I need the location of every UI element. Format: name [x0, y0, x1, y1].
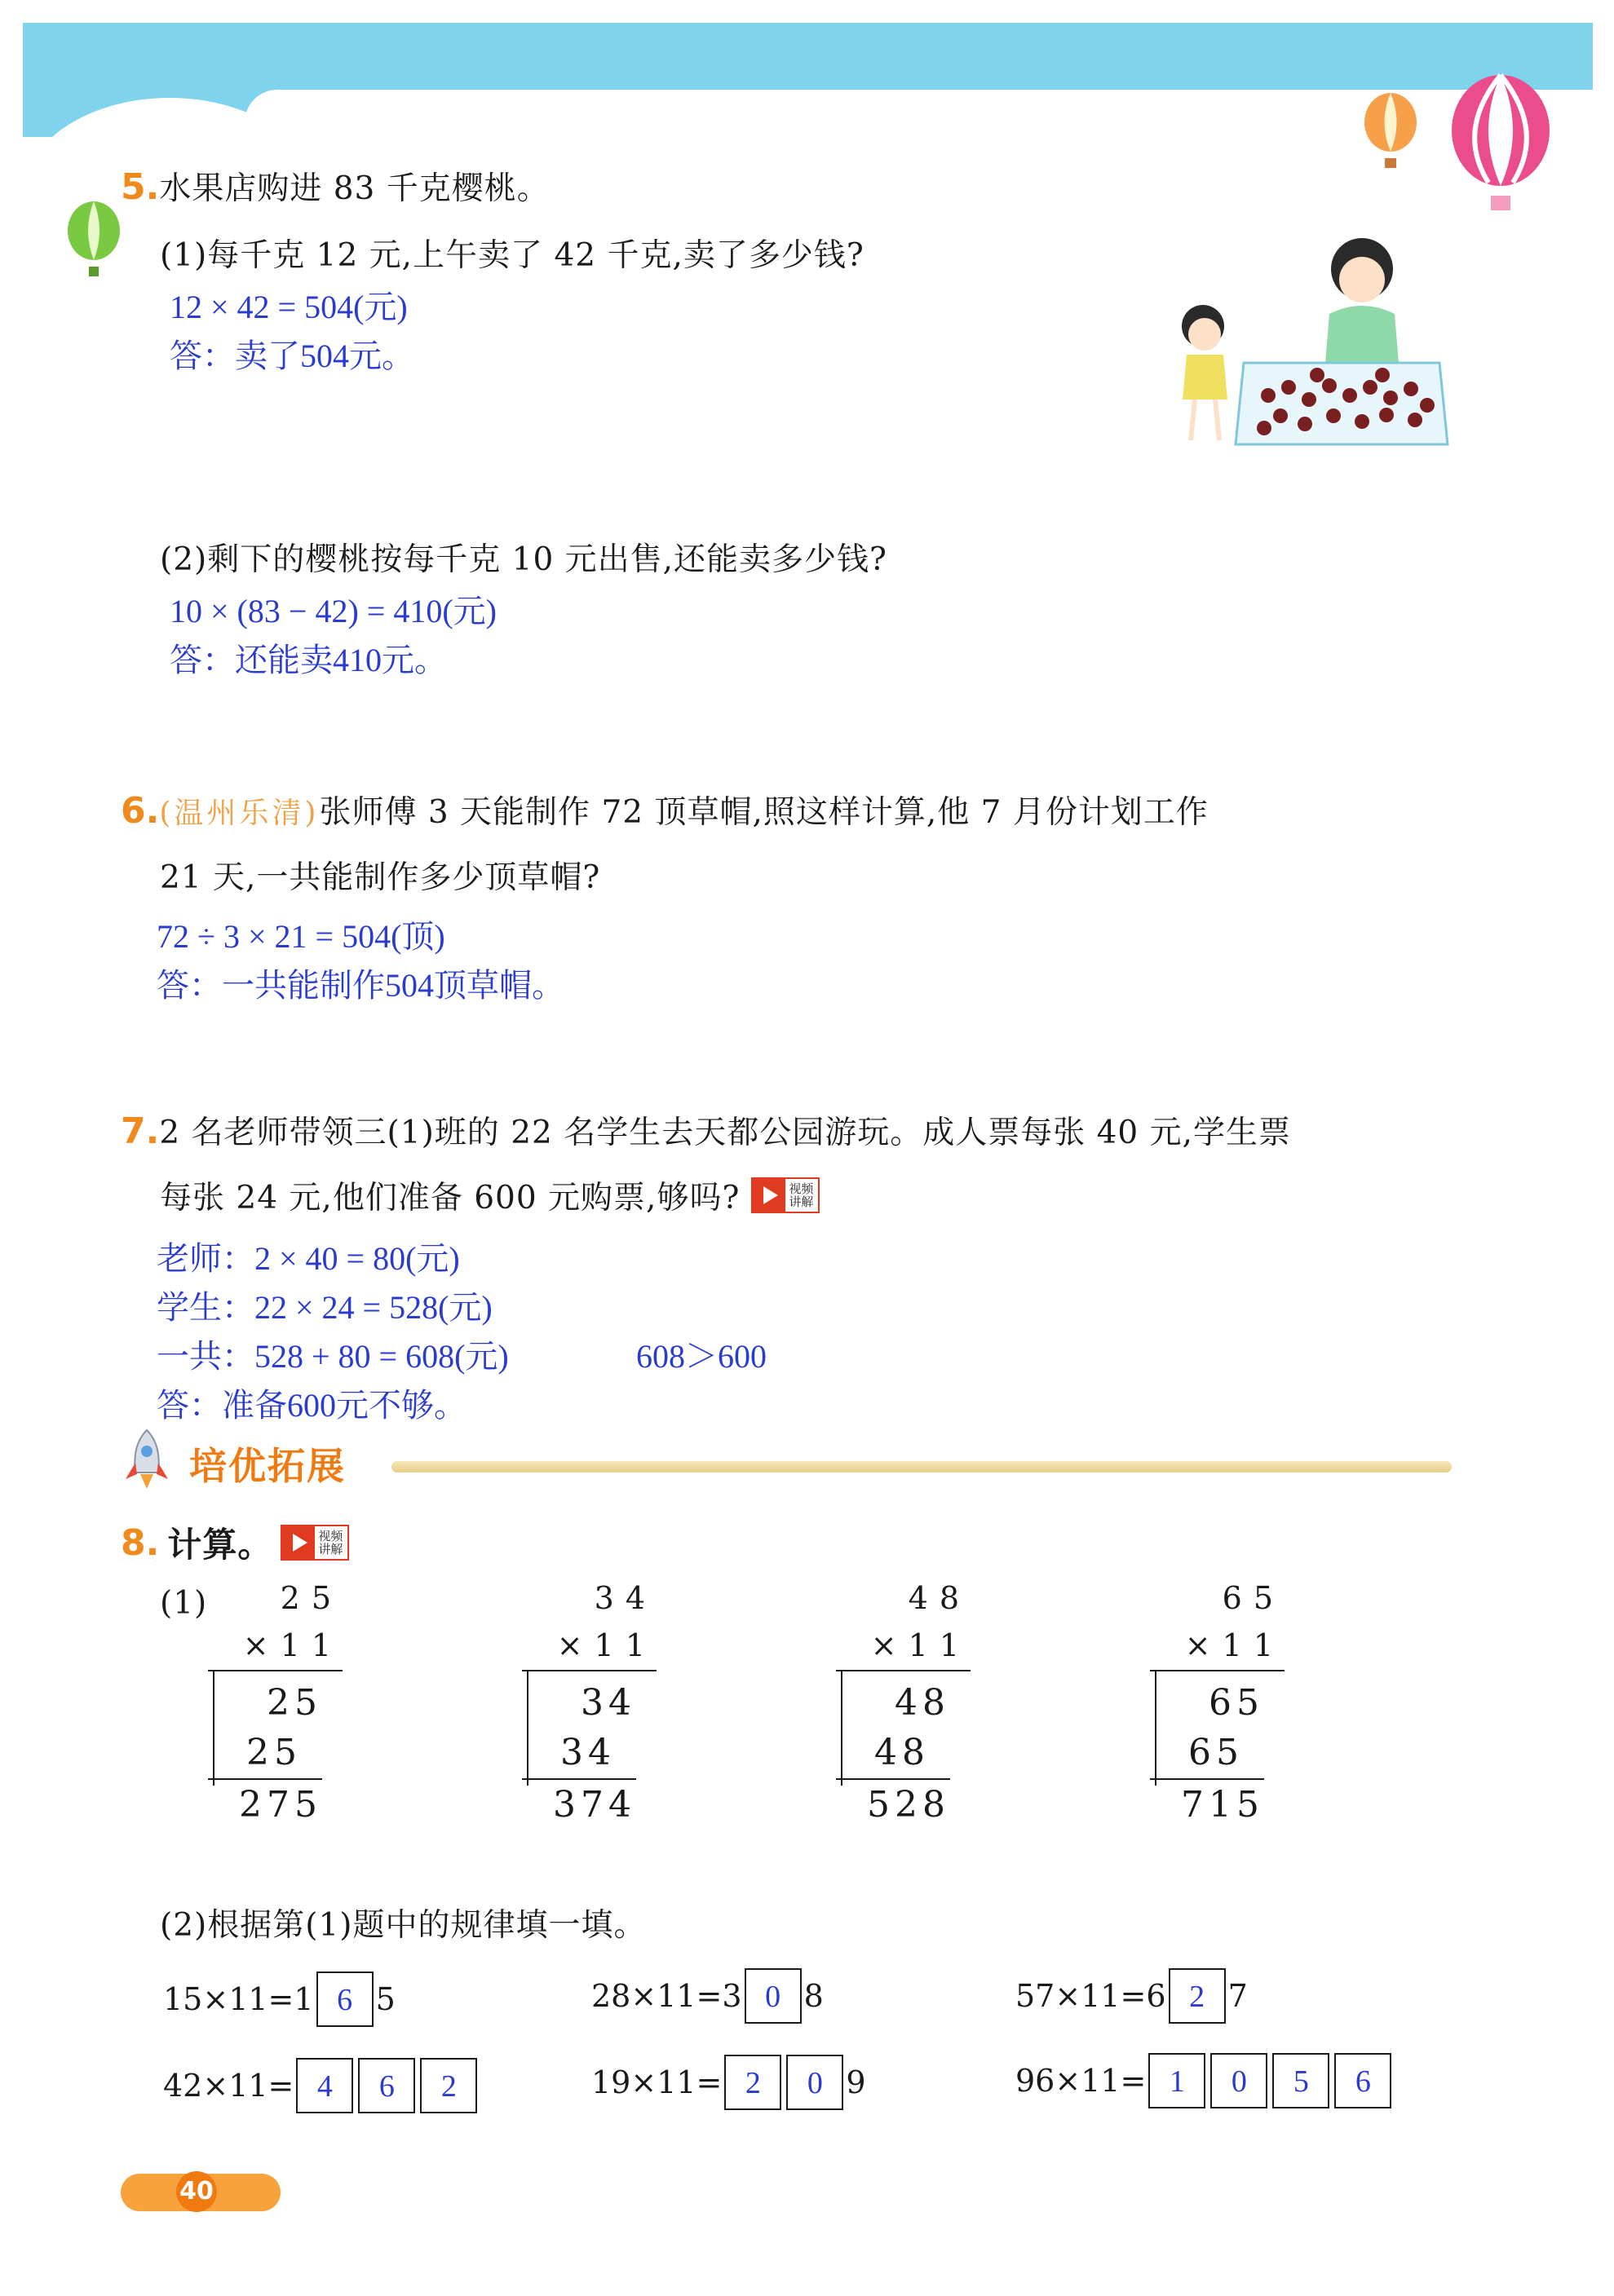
question-source-tag: (温州乐清) — [159, 797, 320, 830]
play-icon — [753, 1179, 785, 1212]
page-number: 40 — [176, 2171, 217, 2212]
section-title: 培优拓展 — [189, 1444, 346, 1488]
vertical-multiplication: 34 ×11 34 34 374 — [522, 1580, 657, 1841]
video-explain-button[interactable] — [281, 1525, 349, 1561]
question-number: 6. — [121, 790, 160, 832]
question-number: 8. — [121, 1521, 160, 1564]
answer-box[interactable]: 5 — [1272, 2053, 1329, 2108]
q5-part2-text: (2)剩下的樱桃按每千克 10 元出售,还能卖多少钱? — [160, 541, 887, 578]
vertical-multiplication: 25 ×11 25 25 275 — [208, 1580, 343, 1841]
answer-box[interactable]: 1 — [1148, 2053, 1205, 2108]
answer-box[interactable]: 6 — [316, 1971, 374, 2027]
fill-blank-item: 96×11= 1 0 5 6 — [1015, 2053, 1394, 2108]
question-7-heading — [121, 1107, 1291, 1153]
q6-calc: 72 ÷ 3 × 21 = 504(顶) — [157, 918, 445, 955]
q5-part1-answer: 答：卖了504元。 — [170, 338, 414, 374]
video-explain-label: 视频讲解 — [789, 1181, 814, 1209]
fill-blank-item: 42×11= 4 6 2 — [163, 2058, 480, 2113]
q8-part2-text: (2)根据第(1)题中的规律填一填。 — [160, 1907, 647, 1944]
section-divider — [391, 1461, 1452, 1473]
q5-part1-calc: 12 × 42 = 504(元) — [170, 289, 408, 325]
question-text-line1: 张师傅 3 天能制作 72 顶草帽,照这样计算,他 7 月份计划工作 — [319, 794, 1209, 831]
play-icon — [282, 1526, 315, 1559]
answer-box[interactable]: 2 — [1169, 1968, 1226, 2024]
q5-part2-calc: 10 × (83 − 42) = 410(元) — [170, 593, 497, 629]
answer-box[interactable]: 6 — [1334, 2053, 1391, 2108]
question-number: 7. — [121, 1110, 160, 1152]
answer-box[interactable]: 0 — [1210, 2053, 1267, 2108]
answer-box[interactable]: 6 — [358, 2058, 415, 2113]
small-balloon-icon — [1354, 90, 1427, 179]
answer-box[interactable]: 2 — [724, 2055, 781, 2110]
q5-part1-text: (1)每千克 12 元,上午卖了 42 千克,卖了多少钱? — [160, 237, 864, 274]
page-number-badge — [121, 2174, 281, 2211]
question-8-heading — [121, 1518, 349, 1567]
question-text: 水果店购进 83 千克樱桃。 — [159, 170, 550, 207]
question-text: 计算。 — [167, 1525, 273, 1565]
q6-answer: 答：一共能制作504顶草帽。 — [157, 967, 564, 1004]
rocket-icon — [122, 1427, 171, 1492]
question-5-heading — [121, 163, 550, 209]
cherry-shop-illustration — [1146, 232, 1456, 453]
fill-blank-item: 57×11=6 2 7 — [1015, 1968, 1248, 2024]
q6-text-line2: 21 天,一共能制作多少顶草帽? — [160, 859, 601, 896]
q7-calc-teacher: 老师：2 × 40 = 80(元) — [157, 1240, 460, 1277]
fill-blank-item: 19×11= 2 0 9 — [591, 2055, 866, 2110]
answer-box[interactable]: 4 — [296, 2058, 353, 2113]
vertical-multiplication: 65 ×11 65 65 715 — [1150, 1580, 1285, 1841]
question-text-line1: 2 名老师带领三(1)班的 22 名学生去天都公园游玩。成人票每张 40 元,学生票 — [159, 1115, 1292, 1151]
q7-calc-total: 一共：528 + 80 = 608(元) — [157, 1338, 509, 1375]
fill-blank-item: 15×11=1 6 5 — [163, 1971, 396, 2027]
large-balloon-icon — [1444, 73, 1558, 220]
q8-part1-label: (1) — [160, 1585, 208, 1622]
question-6-heading — [121, 787, 1209, 832]
fill-blank-item: 28×11=3 0 8 — [591, 1968, 824, 2024]
q5-part2-answer: 答：还能卖410元。 — [170, 642, 447, 678]
q7-calc-student: 学生：22 × 24 = 528(元) — [157, 1289, 493, 1326]
q7-answer: 答：准备600元不够。 — [157, 1387, 467, 1424]
video-explain-button[interactable] — [751, 1177, 820, 1213]
q7-text-line2: 每张 24 元,他们准备 600 元购票,够吗? — [160, 1180, 741, 1216]
video-explain-label: 视频讲解 — [318, 1529, 343, 1556]
question-number: 5. — [121, 166, 160, 208]
q7-line2-row — [160, 1172, 820, 1218]
answer-box[interactable]: 2 — [420, 2058, 477, 2113]
q7-compare: 608＞600 — [636, 1338, 767, 1375]
vertical-multiplication: 48 ×11 48 48 528 — [836, 1580, 971, 1841]
green-balloon-icon — [61, 200, 126, 281]
answer-box[interactable]: 0 — [745, 1968, 802, 2024]
answer-box[interactable]: 0 — [786, 2055, 843, 2110]
